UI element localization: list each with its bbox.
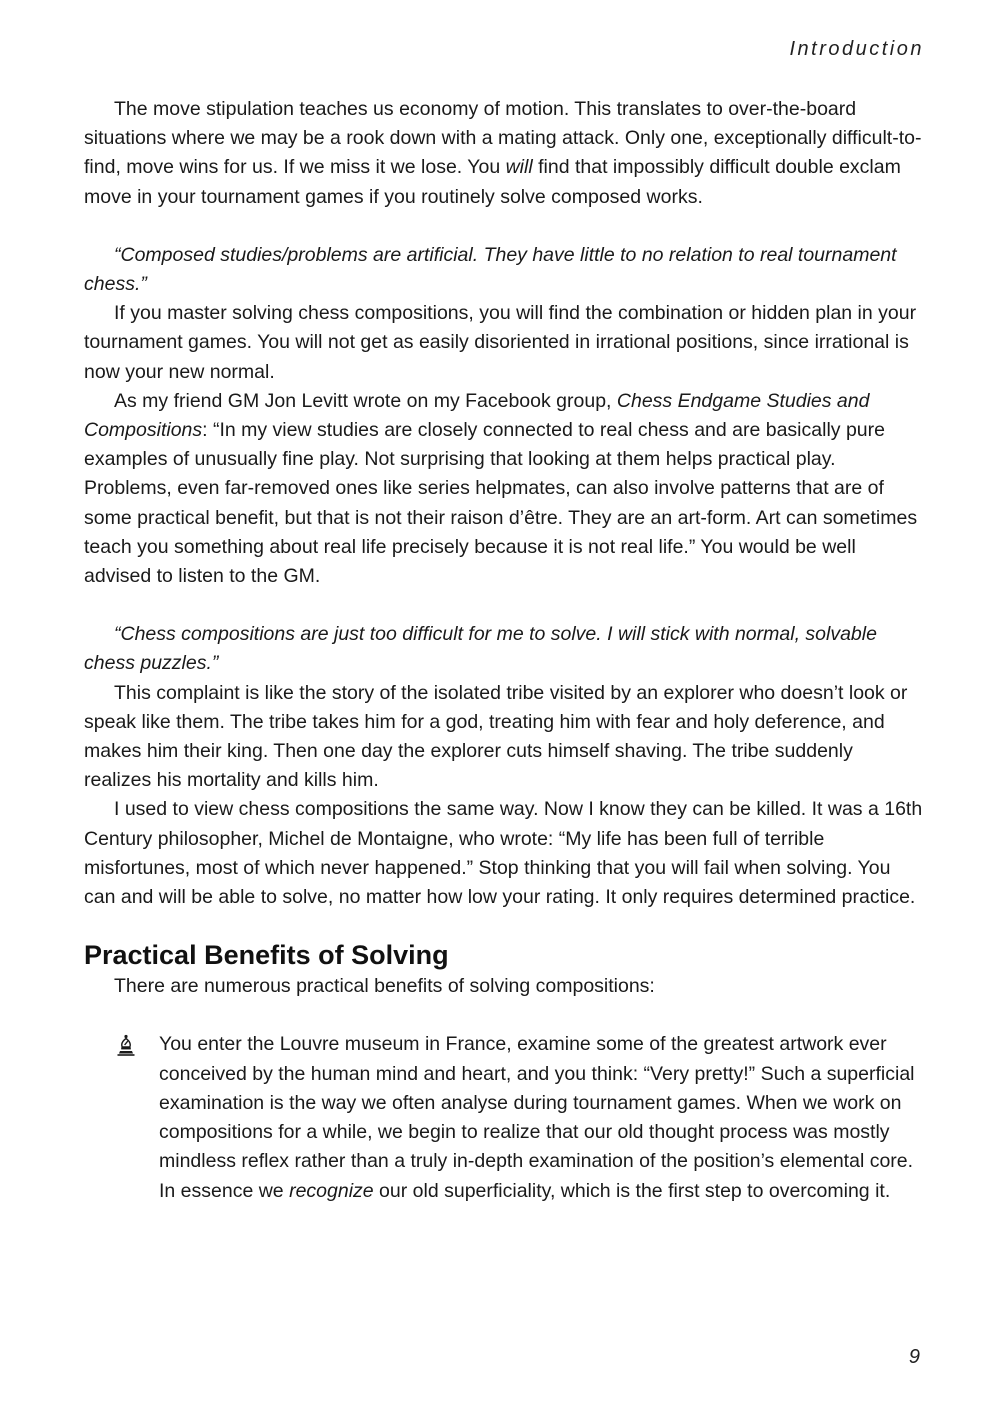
objection-quote-artificial: [84, 241, 924, 299]
emphasis-text: recognize: [289, 1179, 374, 1202]
paragraph-levitt-quote: [84, 387, 924, 591]
emphasis-text: will: [505, 156, 533, 179]
chess-bishop-icon: [116, 1034, 136, 1056]
paragraph-text: : “In my view studies are closely connected to real chess and are basically pure examples of unusually fine play. Not surprising that looking at them helps practical play. Problems, even far-removed ones like series helpmates, can also involve patterns that are of some practical benefit, but that is not their raison d’être. They are an art-form. Art can sometimes teach you something about real life precisely because it is not real life.” You would be well advised to listen to the GM.: [84, 419, 918, 588]
book-page: [84, 0, 924, 1413]
list-item-text: [159, 1030, 924, 1205]
benefits-list: [84, 1030, 924, 1205]
paragraph-tribe-story: This complaint is like the story of the isolated tribe visited by an explorer who doesn’t look or speak like them. The tribe takes him for a god, treating him with fear and holy deference, and makes him their king. Then one day the explorer cuts himself shaving. The tribe suddenly realizes his mortality and kills him.: [84, 681, 908, 792]
paragraph-text: The move stipulation teaches us economy of motion. This translates to over-the-board situations where we may be a rook down with a mating attack. Only one, exceptionally difficult-to-find, move wins for us. If we miss it we lose. You: [84, 98, 922, 179]
paragraph-master-solving: If you master solving chess compositions, you will find the combination or hidden plan in your tournament games. You will not get as easily disoriented in irrational positions, since irrational is now your new normal.: [84, 302, 917, 383]
body-text: [84, 95, 924, 1206]
section-intro: There are numerous practical benefits of solving compositions:: [114, 975, 655, 998]
paragraph-text: You enter the Louvre museum in France, examine some of the greatest artwork ever conceived by the human mind and heart, and you think: “Very pretty!” Such a superficial examination is the way we often analyse during tournament games. When we work on compositions for a while, we begin to realize that our old thought process was mostly mindless reflex rather than a truly in-depth examination of the position’s elemental core. In essence we: [159, 1033, 915, 1202]
paragraph-montaigne: I used to view chess compositions the same way. Now I know they can be killed. It was a 16th Century philosopher, Michel de Montaigne, who wrote: “My life has been full of terrible misfortunes, most of which never happened.” Stop thinking that you will fail when solving. You can and will be able to solve, no matter how low your rating. It only requires determined practice.: [84, 798, 923, 909]
paragraph-text: our old superficiality, which is the first step to overcoming it.: [373, 1179, 891, 1202]
page-number: 9: [908, 1346, 920, 1368]
paragraph-text: find that impossibly difficult double exclam move in your tournament games if you routinely solve composed works.: [84, 156, 901, 208]
list-item: [84, 1030, 924, 1205]
quote-text: “Chess compositions are just too difficult for me to solve. I will stick with normal, solvable chess puzzles.”: [84, 623, 877, 675]
paragraph-text: As my friend GM Jon Levitt wrote on my Facebook group,: [114, 389, 617, 412]
paragraph-economy-of-motion: [84, 95, 924, 212]
book-title-text: Chess Endgame Studies and Compositions: [84, 389, 870, 442]
running-head: Introduction: [789, 38, 924, 60]
quote-text: “Composed studies/problems are artificial. They have little to no relation to real tournament chess.”: [84, 243, 897, 296]
objection-quote-too-difficult: [84, 620, 924, 678]
section-heading: Practical Benefits of Solving: [84, 940, 449, 971]
